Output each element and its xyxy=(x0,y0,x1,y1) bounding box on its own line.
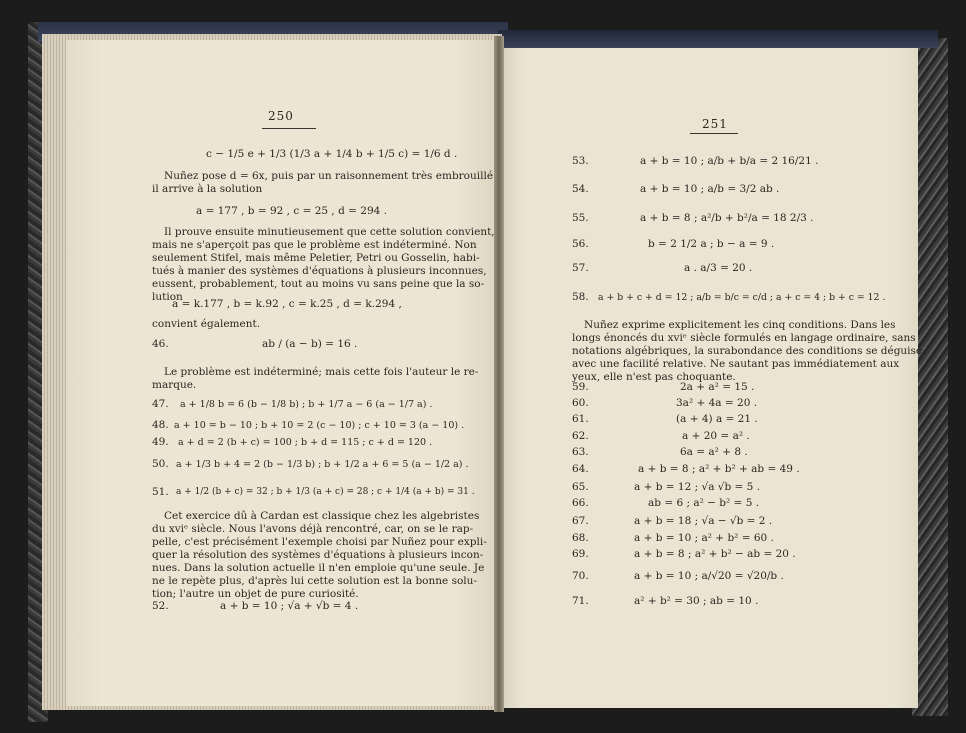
text-line: longs énoncés du xviᵉ siècle formulés en langage ordinaire, sans xyxy=(572,332,916,344)
equation-line: a + b = 12 ; √a √b = 5 . xyxy=(634,481,761,493)
equation-line: a + b = 10 ; √a + √b = 4 . xyxy=(220,600,359,612)
equation-line: a + b = 10 ; a/b = 3/2 ab . xyxy=(640,183,780,195)
text-line: avec une facilité relative. Ne sautant pas immédiatement aux xyxy=(572,358,900,370)
problem-number: 50. xyxy=(152,458,169,470)
problem-number: 51. xyxy=(152,486,169,498)
problem-number: 68. xyxy=(572,532,589,544)
text-line: tués à manier des systèmes d'équations à plusieurs inconnues, xyxy=(152,265,487,277)
problem-number: 48. xyxy=(152,419,169,431)
equation-line: a + b = 18 ; √a − √b = 2 . xyxy=(634,515,773,527)
equation-line: a = k.177 , b = k.92 , c = k.25 , d = k.294 , xyxy=(172,298,402,310)
text-line: Nuñez pose d = 6x, puis par un raisonnement très embrouillé xyxy=(164,170,494,182)
problem-number: 54. xyxy=(572,183,589,195)
page-number-left: 250 xyxy=(268,109,294,123)
problem-number: 57. xyxy=(572,262,589,274)
problem-number: 55. xyxy=(572,212,589,224)
problem-number: 58. xyxy=(572,291,589,303)
equation-line: 2a + a² = 15 . xyxy=(680,381,755,393)
equation-line: a + 1/3 b + 4 = 2 (b − 1/3 b) ; b + 1/2 a + 6 = 5 (a − 1/2 a) . xyxy=(176,459,469,470)
problem-number: 69. xyxy=(572,548,589,560)
text-line: pelle, c'est précisément l'exemple choisi par Nuñez pour expli- xyxy=(152,536,487,548)
problem-number: 64. xyxy=(572,463,589,475)
equation-line: a + d = 2 (b + c) = 100 ; b + d = 115 ; c + d = 120 . xyxy=(178,437,433,448)
equation-line: a . a/3 = 20 . xyxy=(684,262,753,274)
problem-number: 53. xyxy=(572,155,589,167)
problem-number: 60. xyxy=(572,397,589,409)
text-line: mais ne s'aperçoit pas que le problème est indéterminé. Non xyxy=(152,239,477,251)
problem-number: 65. xyxy=(572,481,589,493)
problem-number: 52. xyxy=(152,600,169,612)
problem-number: 47. xyxy=(152,398,169,410)
text-line: notations algébriques, la surabondance des conditions se déguise xyxy=(572,345,923,357)
text-line: Nuñez exprime explicitement les cinq conditions. Dans les xyxy=(584,319,896,331)
problem-number: 71. xyxy=(572,595,589,607)
problem-number: 70. xyxy=(572,570,589,582)
text-line: quer la résolution des systèmes d'équations à plusieurs incon- xyxy=(152,549,484,561)
equation-line: ab = 6 ; a² − b² = 5 . xyxy=(648,497,760,509)
header-rule-right xyxy=(690,133,738,134)
problem-number: 49. xyxy=(152,436,169,448)
top-binding-right xyxy=(498,30,938,48)
text-line: eussent, probablement, tout au moins vu sans peine que la so- xyxy=(152,278,485,290)
equation-line: a + b = 10 ; a/b + b/a = 2 16/21 . xyxy=(640,155,819,167)
text-line: tion; l'autre un objet de pure curiosité. xyxy=(152,588,359,600)
text-line: nues. Dans la solution actuelle il n'en emploie qu'une seule. Je xyxy=(152,562,485,574)
equation-line: c − 1/5 e + 1/3 (1/3 a + 1/4 b + 1/5 c) = 1/6 d . xyxy=(206,148,458,160)
book-gutter xyxy=(494,36,504,712)
equation-line: a + b = 8 ; a² + b² − ab = 20 . xyxy=(634,548,796,560)
text-line: Il prouve ensuite minutieusement que cette solution convient, xyxy=(164,226,495,238)
text-line: convient également. xyxy=(152,318,261,330)
equation-line: a² + b² = 30 ; ab = 10 . xyxy=(634,595,759,607)
equation-line: ab / (a − b) = 16 . xyxy=(262,338,358,350)
problem-number: 66. xyxy=(572,497,589,509)
problem-number: 59. xyxy=(572,381,589,393)
equation-line: a + b = 10 ; a/√20 = √20/b . xyxy=(634,570,784,582)
text-line: lution xyxy=(152,291,183,303)
problem-number: 46. xyxy=(152,338,169,350)
equation-line: 6a = a² + 8 . xyxy=(680,446,748,458)
equation-line: a + 20 = a² . xyxy=(682,430,750,442)
equation-line: a + 10 = b − 10 ; b + 10 = 2 (c − 10) ; c + 10 = 3 (a − 10) . xyxy=(174,420,465,431)
text-line: ne le repète plus, d'après lui cette solution est la bonne solu- xyxy=(152,575,477,587)
equation-line: (a + 4) a = 21 . xyxy=(676,413,758,425)
page-number-right: 251 xyxy=(702,117,728,131)
text-line: Le problème est indéterminé; mais cette fois l'auteur le re- xyxy=(164,366,479,378)
problem-number: 67. xyxy=(572,515,589,527)
text-line: Cet exercice dû à Cardan est classique chez les algebristes xyxy=(164,510,480,522)
text-line: seulement Stifel, mais même Peletier, Petri ou Gosselin, habi- xyxy=(152,252,480,264)
header-rule-left xyxy=(262,128,316,129)
problem-number: 62. xyxy=(572,430,589,442)
equation-line: a + b + c + d = 12 ; a/b = b/c = c/d ; a + c = 4 ; b + c = 12 . xyxy=(598,292,886,303)
problem-number: 61. xyxy=(572,413,589,425)
equation-line: b = 2 1/2 a ; b − a = 9 . xyxy=(648,238,775,250)
problem-number: 63. xyxy=(572,446,589,458)
equation-line: 3a² + 4a = 20 . xyxy=(676,397,758,409)
text-line: yeux, elle n'est pas choquante. xyxy=(572,371,736,383)
equation-line: a + 1/2 (b + c) = 32 ; b + 1/3 (a + c) = 28 ; c + 1/4 (a + b) = 31 . xyxy=(176,487,475,497)
text-line: marque. xyxy=(152,379,197,391)
equation-line: a + b = 8 ; a²/b + b²/a = 18 2/3 . xyxy=(640,212,814,224)
equation-line: a + 1/8 b = 6 (b − 1/8 b) ; b + 1/7 a − 6 (a − 1/7 a) . xyxy=(180,399,433,410)
text-line: il arrive à la solution xyxy=(152,183,263,195)
text-line: du xviᵉ siècle. Nous l'avons déjà rencontré, car, on se le rap- xyxy=(152,523,474,535)
equation-line: a + b = 8 ; a² + b² + ab = 49 . xyxy=(638,463,800,475)
equation-line: a + b = 10 ; a² + b² = 60 . xyxy=(634,532,774,544)
problem-number: 56. xyxy=(572,238,589,250)
equation-line: a = 177 , b = 92 , c = 25 , d = 294 . xyxy=(196,205,387,217)
